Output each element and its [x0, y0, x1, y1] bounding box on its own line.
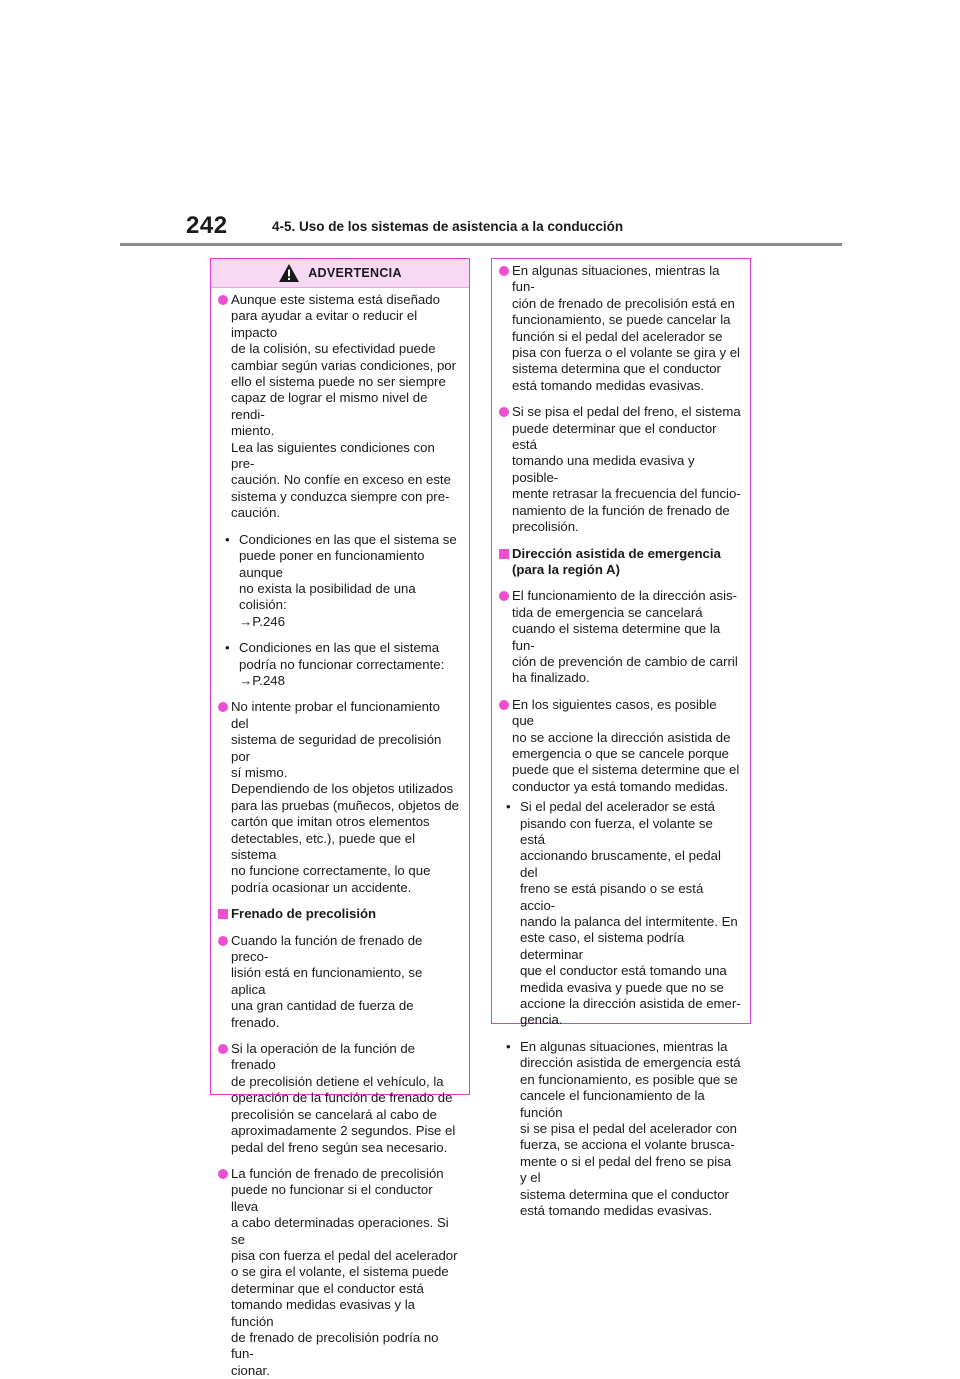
arrow-right-icon: →	[239, 613, 253, 629]
item-text: No intente probar el funcionamiento del sistema de seguridad de precolisión por sí mismo. Dependiendo de los objetos utilizados para las pruebas (muñecos, objetos de cartón que imitan otros elementos detectables, etc.), puede que el sistema no funcione correctamente, lo que podría ocasionar un accidente.	[231, 699, 459, 895]
list-item	[219, 933, 460, 1031]
item-text: Si el pedal del acelerador se está pisando con fuerza, el volante se está accionando bruscamente, el pedal del freno se está pisando o se está accio- nando la palanca del intermitente. En este caso, el sistema podría determinar que el conductor está tomando una medida evasiva y puede que no se accione la dirección asistida de emer- gencia.	[520, 799, 741, 1028]
sub-list-item	[219, 640, 460, 689]
reference-page: P.246	[252, 613, 285, 629]
bullet-small-icon: •	[506, 1038, 511, 1054]
list-item	[500, 588, 741, 686]
item-text: En los siguientes casos, es posible que no se accione la dirección asistida de emergencia o que se cancele porque puede que el sistema determine que el conductor ya está tomando medidas.	[512, 696, 740, 794]
bullet-dot-icon	[499, 266, 509, 276]
sub-list-item	[219, 532, 460, 630]
list-item	[500, 697, 741, 795]
bullet-small-icon: •	[225, 531, 230, 547]
list-item	[219, 1166, 460, 1379]
list-item	[500, 263, 741, 394]
item-text: Condiciones en las que el sistema podría no funcionar correctamente:	[239, 640, 445, 672]
list-item	[219, 292, 460, 522]
square-bullet-icon	[218, 909, 228, 919]
item-text: En algunas situaciones, mientras la fun- ción de frenado de precolisión está en funcionamiento, se puede cancelar la función si el pedal del acelerador se pisa con fuerza o el volante se gira y el sistema determina que el conductor está tomando medidas evasivas.	[512, 263, 740, 393]
page-number: 242	[186, 212, 228, 239]
bullet-dot-icon	[218, 1169, 228, 1179]
bullet-dot-icon	[218, 295, 228, 305]
bullet-dot-icon	[499, 591, 509, 601]
subheading-text: Dirección asistida de emergencia (para la región A)	[512, 545, 721, 577]
list-item	[219, 699, 460, 896]
subheading-text: Frenado de precolisión	[231, 906, 377, 922]
arrow-right-icon: →	[239, 672, 253, 688]
square-bullet-icon	[499, 549, 509, 559]
bullet-dot-icon	[218, 936, 228, 946]
subheading	[219, 906, 460, 922]
section-title: 4-5. Uso de los sistemas de asistencia a la conducción	[272, 219, 624, 234]
item-text: El funcionamiento de la dirección asis- tida de emergencia se cancelará cuando el sistema determine que la fun- ción de prevención de cambio de carril ha finalizado.	[512, 588, 738, 686]
warning-header	[211, 259, 469, 288]
list-item	[219, 1041, 460, 1156]
reference-page: P.248	[252, 672, 285, 688]
page-reference	[239, 673, 460, 689]
warning-triangle-icon	[278, 263, 300, 283]
sub-list-item	[500, 1039, 741, 1219]
warning-box	[210, 258, 470, 1378]
item-text: En algunas situaciones, mientras la dirección asistida de emergencia está en funcionamiento, es posible que se cancele el funcionamiento de la función si se pisa el pedal del acelerador con fuerza, se acciona el volante brusca- mente o si el pedal del freno se pisa y el sistema determina que el conductor está tomando medidas evasivas.	[520, 1038, 741, 1218]
page-reference	[239, 614, 460, 630]
sub-list-item	[500, 799, 741, 1029]
bullet-dot-icon	[499, 700, 509, 710]
bullet-dot-icon	[218, 1044, 228, 1054]
bullet-dot-icon	[499, 407, 509, 417]
list-item	[500, 404, 741, 535]
subheading	[500, 546, 741, 579]
warning-title: ADVERTENCIA	[308, 265, 402, 280]
item-text: Cuando la función de frenado de preco- lisión está en funcionamiento, se aplica una gran cantidad de fuerza de frenado.	[231, 932, 423, 1030]
item-text: Si se pisa el pedal del freno, el sistema puede determinar que el conductor está tomando una medida evasiva y posible- mente retrasar la frecuencia del funcio- namiento de la función de frenado de precolisión.	[512, 404, 741, 535]
item-text: Si la operación de la función de frenado de precolisión detiene el vehículo, la operación de la función de frenado de precolisión se cancelará al cabo de aproximadamente 2 segundos. Pise el pedal del freno según sea necesario.	[231, 1041, 456, 1155]
warning-box-continued	[491, 258, 751, 1218]
bullet-small-icon: •	[225, 640, 230, 656]
item-text: La función de frenado de precolisión puede no funcionar si el conductor lleva a cabo determinadas operaciones. Si se pisa con fuerza el pedal del acelerador o se gira el volante, el sistema puede determinar que el conductor está tomando medidas evasivas y la función de frenado de precolisión podría no fun- cionar.	[231, 1165, 458, 1378]
item-text: Condiciones en las que el sistema se puede poner en funcionamiento aunque no exista la posibilidad de una colisión:	[239, 531, 457, 613]
header-divider	[120, 243, 842, 246]
item-text: Aunque este sistema está diseñado para ayudar a evitar o reducir el impacto de la colisión, su efectividad puede cambiar según varias condiciones, por ello el sistema puede no ser siempre capaz de lograr el mismo nivel de rendi- miento. Lea las siguientes condiciones con pre- caución. No confíe en exceso en este sistema y conduzca siempre con pre- caución.	[231, 292, 457, 521]
bullet-dot-icon	[218, 702, 228, 712]
bullet-small-icon: •	[506, 799, 511, 815]
